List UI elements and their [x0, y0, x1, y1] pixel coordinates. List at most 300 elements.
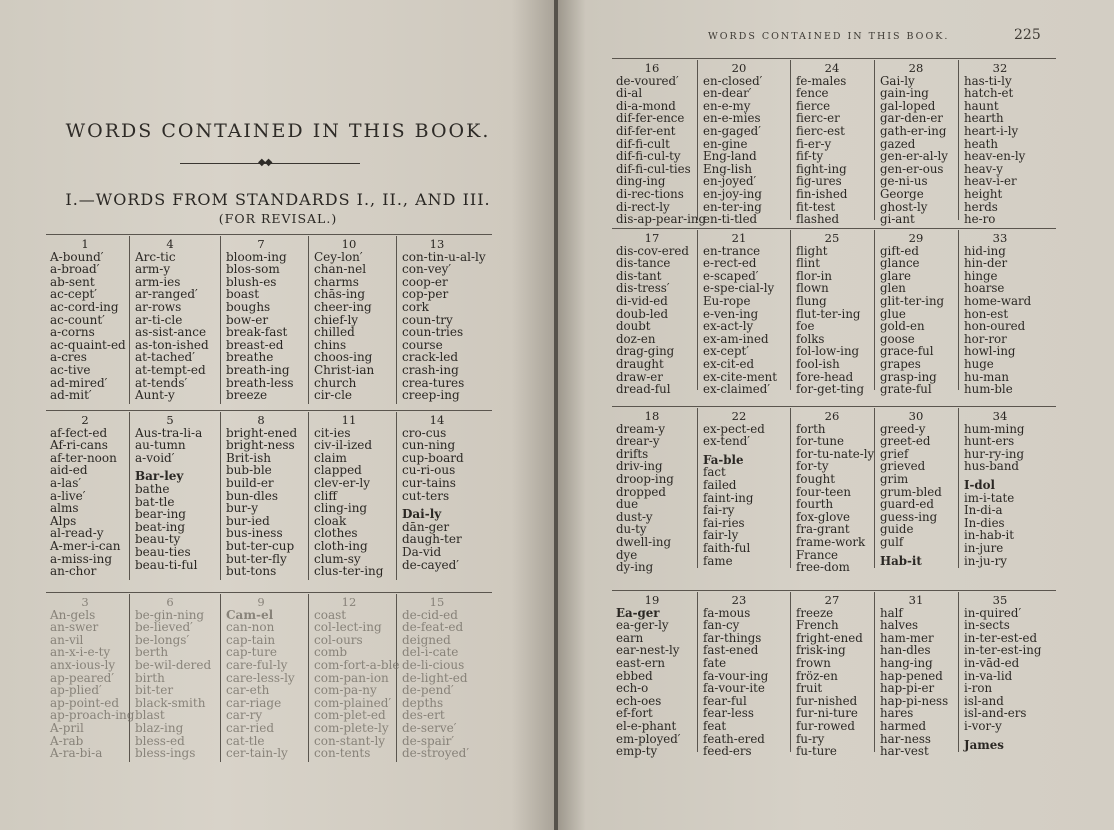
word-group	[880, 232, 972, 396]
word: dif-fi-cul-ties	[616, 161, 691, 176]
word: bless-ings	[135, 746, 196, 761]
word: fruit	[796, 681, 823, 696]
word-group	[402, 596, 492, 760]
word: course	[402, 337, 443, 352]
word: church	[314, 375, 357, 390]
word: he-ro	[964, 212, 996, 227]
word: boughs	[226, 299, 271, 314]
group-number: 25	[824, 231, 840, 245]
word: an-vil	[50, 632, 84, 647]
group-number: 7	[257, 237, 265, 251]
word: di-vid-ed	[616, 293, 668, 308]
word: i-vor-y	[964, 718, 1002, 733]
word: A-pril	[50, 720, 84, 735]
word: har-ness	[880, 731, 931, 746]
word: de-serve′	[402, 720, 457, 735]
word: hor-ror	[964, 331, 1007, 346]
word: cling-ing	[314, 501, 368, 516]
word: cur-tains	[402, 475, 456, 490]
word: half	[880, 605, 903, 620]
word-group	[135, 238, 225, 402]
word: cu-ri-ous	[402, 463, 456, 478]
word: blaz-ing	[135, 720, 184, 735]
word: fast-ened	[703, 643, 759, 658]
word: dye	[616, 547, 638, 562]
group-number: 26	[824, 409, 840, 423]
word: des-ert	[402, 708, 445, 723]
word: driv-ing	[616, 459, 663, 474]
word: drear-y	[616, 434, 660, 449]
word: herds	[964, 199, 998, 214]
word: en-dear′	[703, 86, 752, 101]
word: bloom-ing	[226, 249, 287, 264]
word: crash-ing	[402, 362, 459, 377]
row-rule	[46, 592, 492, 593]
word: fierc-er	[796, 111, 840, 126]
word: fur-ni-ture	[796, 706, 858, 721]
word: fur-nished	[796, 693, 858, 708]
word: com-pa-ny	[314, 683, 377, 698]
word: de-feat-ed	[402, 620, 464, 635]
word: guess-ing	[880, 509, 938, 524]
word: el-e-phant	[616, 718, 677, 733]
word: bur-y	[226, 501, 258, 516]
word: col-lect-ing	[314, 620, 382, 635]
word: dis-cov-ered	[616, 243, 689, 258]
word: comb	[314, 645, 348, 660]
running-head: WORDS CONTAINED IN THIS BOOK.	[708, 31, 950, 42]
word: beau-ty	[135, 532, 181, 547]
word: fur-rowed	[796, 718, 855, 733]
word-group	[703, 232, 795, 396]
headword: Bar-ley	[135, 469, 184, 484]
group-number: 15	[429, 595, 445, 609]
word: di-rec-tions	[616, 186, 684, 201]
word: car-ry	[226, 708, 263, 723]
word-group	[50, 414, 140, 578]
word: bless-ed	[135, 733, 185, 748]
group-number: 19	[644, 593, 660, 607]
word: Arc-tic	[135, 249, 176, 264]
word: arm-ies	[135, 274, 181, 289]
word: dān-ger	[402, 519, 450, 534]
word: daugh-ter	[402, 532, 462, 547]
word: Cey-lon′	[314, 249, 363, 264]
word: In-dies	[964, 515, 1005, 530]
row-rule	[612, 590, 1056, 591]
word: en-joyed′	[703, 174, 757, 189]
word: can-non	[226, 620, 275, 635]
word: doubt	[616, 319, 651, 334]
word: civ-il-ized	[314, 438, 373, 453]
word: ad-mired′	[50, 375, 108, 390]
word: draught	[616, 356, 664, 371]
word: con-vey′	[402, 262, 452, 277]
word: ex-pect-ed	[703, 421, 765, 436]
group-number: 6	[166, 595, 174, 609]
word: com-pan-ion	[314, 670, 389, 685]
word: hur-ry-ing	[964, 446, 1025, 461]
word: hap-pened	[880, 668, 943, 683]
word: feat	[703, 718, 727, 733]
word: chilled	[314, 325, 355, 340]
word: chief-ly	[314, 312, 359, 327]
word: doub-led	[616, 306, 669, 321]
word: be-longs′	[135, 632, 190, 647]
word: A-ra-bi-a	[50, 746, 103, 761]
headword: Cam-el	[226, 607, 274, 622]
word: en-ter-ing	[703, 199, 762, 214]
word: fa-vour-ite	[703, 681, 765, 696]
word: col-ours	[314, 632, 363, 647]
word-group	[703, 62, 795, 226]
word: e-rect-ed	[703, 256, 757, 271]
word: bathe	[135, 481, 170, 496]
word: hares	[880, 706, 914, 721]
word: a-corns	[50, 325, 95, 340]
word-group	[880, 410, 972, 567]
word: ef-fort	[616, 706, 653, 721]
word: dif-fer-ent	[616, 123, 676, 138]
word: berth	[135, 645, 169, 660]
word: dream-y	[616, 421, 666, 436]
word: In-di-a	[964, 503, 1003, 518]
word: huge	[964, 356, 994, 371]
word: cap-ture	[226, 645, 277, 660]
word: flint	[796, 256, 820, 271]
word: fin-ished	[796, 186, 848, 201]
row-rule	[46, 234, 492, 235]
word-group	[964, 594, 1056, 751]
word: breath-less	[226, 375, 294, 390]
word: de-stroyed′	[402, 746, 470, 761]
word: du-ty	[616, 522, 647, 537]
word-group	[616, 594, 708, 758]
row-rule	[46, 410, 492, 411]
word: con-tents	[314, 746, 371, 761]
word: fai-ries	[703, 515, 745, 530]
word: cloth-ing	[314, 538, 368, 553]
word: as-ton-ished	[135, 337, 209, 352]
word: a-void′	[135, 450, 175, 465]
word: an-swer	[50, 620, 99, 635]
word: gen-er-al-ly	[880, 149, 948, 164]
word: A-rab	[50, 733, 84, 748]
word: fool-ish	[796, 356, 840, 371]
word: al-read-y	[50, 526, 104, 541]
word: dwell-ing	[616, 534, 672, 549]
word: hid-ing	[964, 243, 1006, 258]
word: forth	[796, 421, 826, 436]
word: fol-low-ing	[796, 344, 860, 359]
word: grum-bled	[880, 484, 942, 499]
word-group	[314, 238, 404, 402]
word: cap-tain	[226, 632, 276, 647]
word: A-bound′	[50, 249, 104, 264]
word: fe-males	[796, 73, 847, 88]
word: greed-y	[880, 421, 926, 436]
word: ap-plied′	[50, 683, 102, 698]
word: but-ter-cup	[226, 538, 295, 553]
word: creep-ing	[402, 388, 460, 403]
rule-ornament: ◆◆	[258, 157, 272, 168]
word: in-ter-est-ing	[964, 643, 1042, 658]
word-group	[135, 414, 225, 571]
word: han-dles	[880, 643, 931, 658]
word: fa-vour-ing	[703, 668, 769, 683]
word: cat-tle	[226, 733, 265, 748]
group-number: 30	[908, 409, 924, 423]
word-group	[796, 62, 888, 226]
word-group	[314, 414, 404, 578]
word: flight	[796, 243, 828, 258]
word: glare	[880, 268, 911, 283]
word: ham-mer	[880, 630, 934, 645]
word: in-ter-est-ed	[964, 630, 1037, 645]
group-number: 31	[908, 593, 924, 607]
word: a-las′	[50, 475, 82, 490]
word: ex-cite-ment	[703, 369, 778, 384]
word: en-gine	[703, 136, 748, 151]
word: dy-ing	[616, 560, 654, 575]
word: due	[616, 497, 639, 512]
word: en-e-my	[703, 98, 751, 113]
word: gar-den-er	[880, 111, 943, 126]
word: claim	[314, 450, 347, 465]
word: faith-ful	[703, 540, 751, 555]
word: frown	[796, 655, 831, 670]
word: Eng-land	[703, 149, 757, 164]
word: fourth	[796, 497, 834, 512]
word: af-ter-noon	[50, 450, 117, 465]
word: height	[964, 186, 1003, 201]
word: ex-tend′	[703, 434, 750, 449]
word: fif-ty	[796, 149, 824, 164]
word: break-fast	[226, 325, 288, 340]
page-number: 225	[1014, 27, 1041, 43]
word: fair-ly	[703, 528, 739, 543]
word: grieved	[880, 459, 926, 474]
word: dust-y	[616, 509, 653, 524]
word: grasp-ing	[880, 369, 937, 384]
word: blush-es	[226, 274, 277, 289]
word: alms	[50, 501, 79, 516]
row-rule	[612, 58, 1056, 59]
word: ea-ger-ly	[616, 618, 669, 633]
word: birth	[135, 670, 165, 685]
group-number: 32	[992, 61, 1008, 75]
word: cliff	[314, 488, 337, 503]
word: fame	[703, 553, 733, 568]
word: emp-ty	[616, 744, 658, 759]
word: an-x-i-e-ty	[50, 645, 111, 660]
word-group	[796, 594, 888, 758]
word: George	[880, 186, 924, 201]
word: choos-ing	[314, 350, 373, 365]
word: de-cid-ed	[402, 607, 458, 622]
word: beat-ing	[135, 519, 186, 534]
word: fa-mous	[703, 605, 751, 620]
word: Af-ri-cans	[50, 438, 108, 453]
word: haunt	[964, 98, 999, 113]
word: com-plet-ed	[314, 708, 386, 723]
word: fierce	[796, 98, 831, 113]
word: blast	[135, 708, 165, 723]
word: heav-y	[964, 161, 1003, 176]
word: bub-ble	[226, 463, 272, 478]
word-group	[616, 410, 708, 574]
headword: I-dol	[964, 477, 996, 492]
word: folks	[796, 331, 825, 346]
word: crea-tures	[402, 375, 465, 390]
word: a-miss-ing	[50, 551, 113, 566]
word: in-jure	[964, 540, 1004, 555]
word: isl-and-ers	[964, 706, 1027, 721]
word: hatch-et	[964, 86, 1014, 101]
word: Alps	[50, 513, 77, 528]
word: faint-ing	[703, 490, 754, 505]
word: foe	[796, 319, 815, 334]
word: earn	[616, 630, 644, 645]
word: a-cres	[50, 350, 87, 365]
word: i-ron	[964, 681, 993, 696]
word: clus-ter-ing	[314, 564, 384, 579]
word: Eu-rope	[703, 293, 751, 308]
word: de-pend′	[402, 683, 454, 698]
word: blos-som	[226, 262, 280, 277]
word: di-al	[616, 86, 643, 101]
word: draw-er	[616, 369, 663, 384]
word: gen-er-ous	[880, 161, 944, 176]
group-number: 24	[824, 61, 840, 75]
word: beau-ti-ful	[135, 557, 198, 572]
group-number: 17	[644, 231, 660, 245]
word: gal-loped	[880, 98, 936, 113]
word: flashed	[796, 212, 840, 227]
headword: Hab-it	[880, 553, 922, 568]
word: Gai-ly	[880, 73, 915, 88]
word: fra-grant	[796, 522, 850, 537]
word: gi-ant	[880, 212, 915, 227]
word: ac-quaint-ed	[50, 337, 126, 352]
word: coun-try	[402, 312, 453, 327]
word: dis-tress′	[616, 281, 670, 296]
word: coun-tries	[402, 325, 464, 340]
word-group	[226, 596, 316, 760]
word-group	[50, 238, 140, 402]
word: in-sects	[964, 618, 1010, 633]
word: at-tends′	[135, 375, 188, 390]
book-title: WORDS CONTAINED IN THIS BOOK.	[65, 120, 491, 142]
word: glit-ter-ing	[880, 293, 945, 308]
word: as-sist-ance	[135, 325, 207, 340]
word: ghost-ly	[880, 199, 928, 214]
word: A-mer-i-can	[50, 538, 121, 553]
word: hearth	[964, 111, 1004, 126]
word: cir-cle	[314, 388, 353, 403]
word: breeze	[226, 388, 268, 403]
word: cut-ters	[402, 488, 450, 503]
word: har-vest	[880, 744, 929, 759]
word: em-ployed′	[616, 731, 681, 746]
word: gulf	[880, 534, 904, 549]
word: breathe	[226, 350, 274, 365]
word: com-plained′	[314, 695, 392, 710]
word: in-ju-ry	[964, 553, 1007, 568]
word: grate-ful	[880, 382, 932, 397]
word: ap-proach-ing	[50, 708, 135, 723]
word: for-ty	[796, 459, 829, 474]
group-number: 27	[824, 593, 840, 607]
word: ech-oes	[616, 693, 662, 708]
group-number: 14	[429, 413, 445, 427]
word: clothes	[314, 526, 358, 541]
word: feath-ered	[703, 731, 765, 746]
word: bun-dles	[226, 488, 278, 503]
word: hang-ing	[880, 655, 933, 670]
word: boast	[226, 287, 260, 302]
word: clapped	[314, 463, 362, 478]
word: An-gels	[50, 607, 96, 622]
word: fence	[796, 86, 829, 101]
word: ar-ti-cle	[135, 312, 183, 327]
word: de-spair′	[402, 733, 455, 748]
word: build-er	[226, 475, 274, 490]
word: breast-ed	[226, 337, 284, 352]
word: e-ven-ing	[703, 306, 759, 321]
word: fear-ful	[703, 693, 747, 708]
word: hap-pi-er	[880, 681, 935, 696]
word: Aunt-y	[135, 388, 175, 403]
word-group	[796, 232, 888, 396]
word: hum-ming	[964, 421, 1025, 436]
word: cro-cus	[402, 425, 447, 440]
word: in-hab-it	[964, 528, 1015, 543]
word: clev-er-ly	[314, 475, 371, 490]
word: hus-band	[964, 459, 1019, 474]
headword: Ea-ger	[616, 605, 660, 620]
word: hinge	[964, 268, 998, 283]
word: fu-ture	[796, 744, 837, 759]
group-number: 20	[731, 61, 747, 75]
word: fröz-en	[796, 668, 838, 683]
word: hu-man	[964, 369, 1009, 384]
word-group	[616, 232, 708, 396]
word: coop-er	[402, 274, 448, 289]
word: fright-ened	[796, 630, 863, 645]
word-group	[226, 414, 316, 578]
word: chan-nel	[314, 262, 367, 277]
word: ex-cept′	[703, 344, 749, 359]
group-number: 18	[644, 409, 660, 423]
word: de-li-cious	[402, 657, 465, 672]
word: deigned	[402, 632, 451, 647]
word: gazed	[880, 136, 916, 151]
word: arm-y	[135, 262, 171, 277]
group-number: 23	[731, 593, 747, 607]
group-number: 13	[429, 237, 445, 251]
word-group	[964, 232, 1056, 396]
word: dropped	[616, 484, 666, 499]
word: be-wil-dered	[135, 657, 212, 672]
word: grapes	[880, 356, 921, 371]
word: fai-ry	[703, 503, 735, 518]
word: en-joy-ing	[703, 186, 762, 201]
word-group	[964, 62, 1056, 226]
word: heath	[964, 136, 998, 151]
word: con-stant-ly	[314, 733, 386, 748]
word: grief	[880, 446, 909, 461]
